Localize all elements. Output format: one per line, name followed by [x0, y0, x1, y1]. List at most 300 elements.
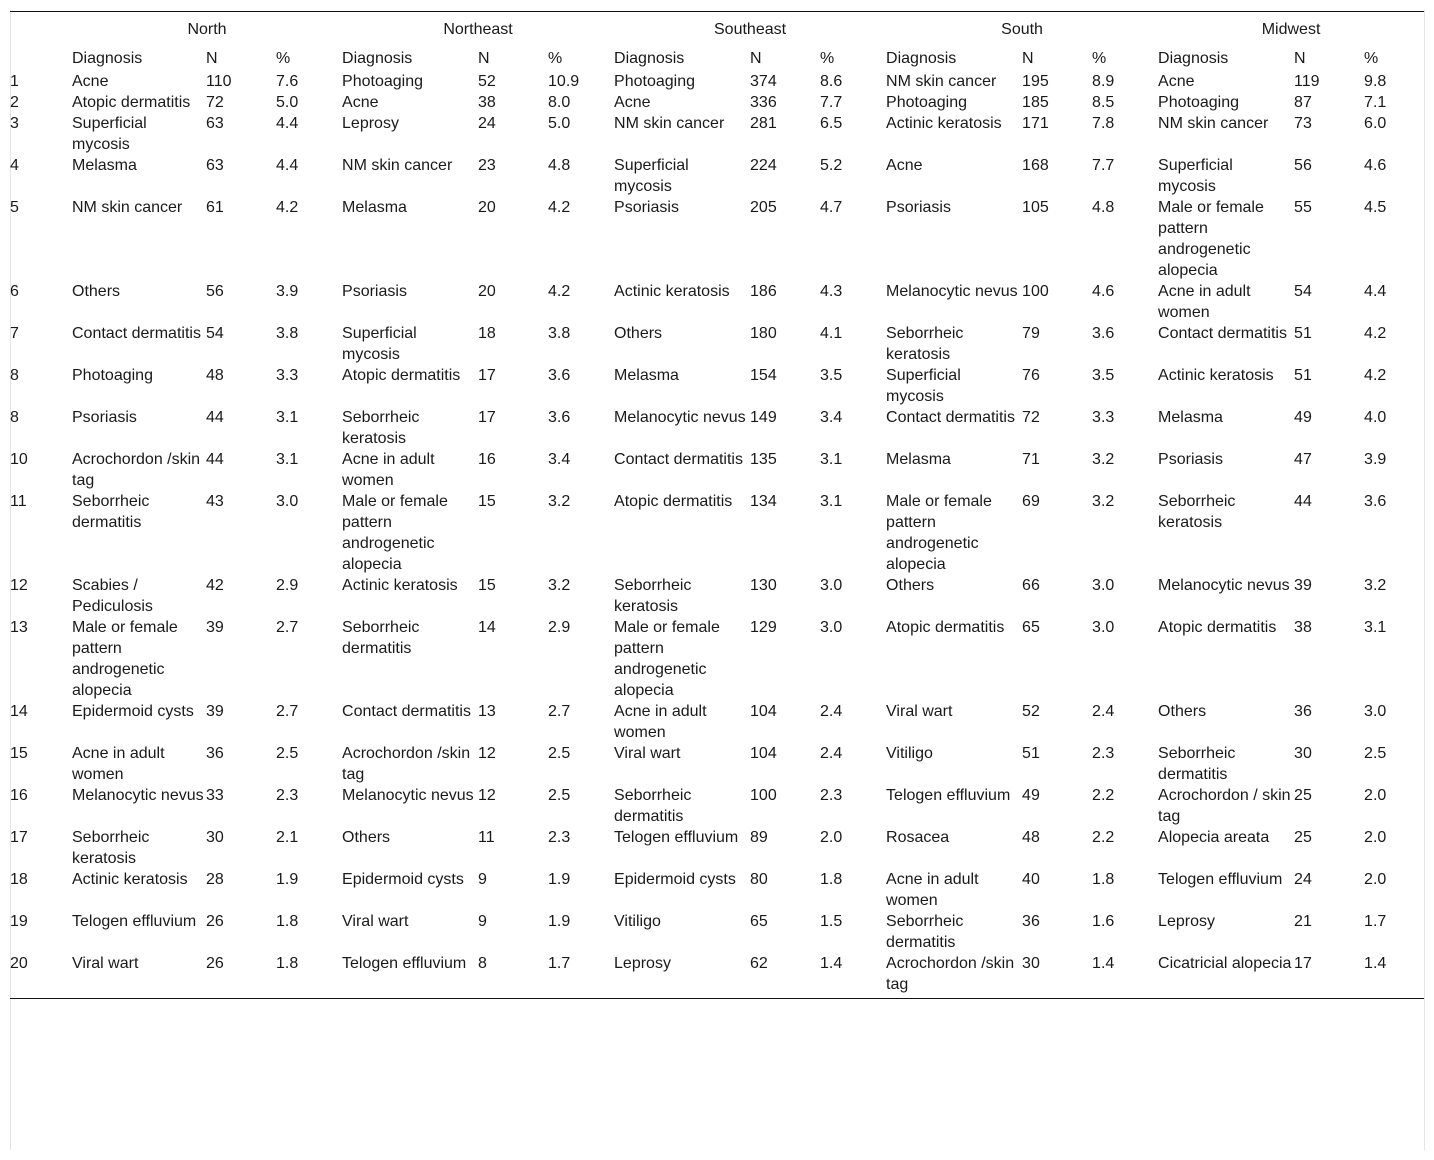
northeast-diagnosis-cell: Acrochordon /skin tag — [342, 745, 471, 783]
table-row — [10, 323, 1424, 365]
south-n-cell: 105 — [1022, 199, 1049, 216]
south-diagnosis-cell: Melanocytic nevus — [886, 283, 1018, 300]
midwest-n-cell: 49 — [1294, 409, 1312, 426]
south-n-cell: 69 — [1022, 493, 1040, 510]
southeast-diagnosis-cell: Acne — [614, 94, 651, 111]
south-n-header: N — [1022, 49, 1034, 67]
north-diagnosis-cell: Seborrheic dermatitis — [72, 493, 150, 531]
northeast-diagnosis-cell: Superficial mycosis — [342, 325, 417, 363]
south-pct-cell: 1.4 — [1092, 955, 1115, 972]
southeast-n-cell: 104 — [750, 703, 777, 720]
northeast-diagnosis-cell: Actinic keratosis — [342, 577, 458, 594]
midwest-n-cell: 51 — [1294, 325, 1312, 342]
table-row — [10, 407, 1424, 449]
north-pct-cell: 2.3 — [276, 787, 299, 804]
southeast-pct-cell: 3.1 — [820, 493, 843, 510]
southeast-n-cell: 154 — [750, 367, 777, 384]
south-diagnosis-cell: Vitiligo — [886, 745, 933, 762]
south-n-cell: 65 — [1022, 619, 1040, 636]
table-row — [10, 155, 1424, 197]
south-pct-cell: 8.9 — [1092, 73, 1115, 90]
south-diagnosis-cell: Seborrheic dermatitis — [886, 913, 964, 951]
southeast-n-cell: 62 — [750, 955, 768, 972]
midwest-pct-cell: 6.0 — [1364, 115, 1387, 132]
southeast-diagnosis-cell: Superficial mycosis — [614, 157, 689, 195]
southeast-n-cell: 134 — [750, 493, 777, 510]
south-pct-cell: 2.2 — [1092, 829, 1115, 846]
southeast-n-cell: 374 — [750, 73, 777, 90]
southeast-n-cell: 336 — [750, 94, 777, 111]
midwest-pct-header: % — [1364, 49, 1379, 67]
northeast-pct-cell: 4.2 — [548, 283, 571, 300]
northeast-n-cell: 24 — [478, 115, 496, 132]
south-pct-cell: 3.2 — [1092, 451, 1115, 468]
northeast-diagnosis-cell: Male or female pattern androgenetic alopecia — [342, 493, 448, 573]
midwest-pct-cell: 3.9 — [1364, 451, 1387, 468]
northeast-pct-cell: 10.9 — [548, 73, 580, 90]
south-diagnosis-cell: NM skin cancer — [886, 73, 997, 90]
midwest-diagnosis-cell: Alopecia areata — [1158, 829, 1270, 846]
southeast-n-header: N — [750, 49, 762, 67]
midwest-diagnosis-cell: Telogen effluvium — [1158, 871, 1283, 888]
southeast-pct-cell: 4.1 — [820, 325, 843, 342]
north-diagnosis-cell: Contact dermatitis — [72, 325, 201, 342]
north-diagnosis-cell: Seborrheic keratosis — [72, 829, 150, 867]
south-pct-header: % — [1092, 49, 1107, 67]
midwest-pct-cell: 4.2 — [1364, 367, 1387, 384]
northeast-pct-cell: 2.3 — [548, 829, 571, 846]
north-n-cell: 44 — [206, 409, 224, 426]
table-row — [10, 869, 1424, 911]
north-pct-cell: 3.8 — [276, 325, 299, 342]
south-n-cell: 185 — [1022, 94, 1049, 111]
midwest-diagnosis-cell: Seborrheic keratosis — [1158, 493, 1236, 531]
northeast-pct-cell: 3.2 — [548, 493, 571, 510]
northeast-pct-cell: 2.7 — [548, 703, 571, 720]
northeast-pct-header: % — [548, 49, 563, 67]
rank-cell: 12 — [10, 577, 28, 594]
midwest-diagnosis-header: Diagnosis — [1158, 49, 1229, 67]
table-row — [10, 827, 1424, 869]
northeast-diagnosis-header: Diagnosis — [342, 49, 413, 67]
north-n-cell: 39 — [206, 619, 224, 636]
table-row — [10, 785, 1424, 827]
south-pct-cell: 3.5 — [1092, 367, 1115, 384]
southeast-diagnosis-cell: Leprosy — [614, 955, 671, 972]
table-row — [10, 92, 1424, 113]
north-diagnosis-cell: Acrochordon /skin tag — [72, 451, 201, 489]
northeast-pct-cell: 2.5 — [548, 745, 571, 762]
rank-subheader — [10, 45, 72, 71]
south-pct-cell: 1.6 — [1092, 913, 1115, 930]
northeast-n-cell: 9 — [478, 913, 487, 930]
north-pct-cell: 1.8 — [276, 955, 299, 972]
northeast-pct-cell: 2.5 — [548, 787, 571, 804]
table-row — [10, 365, 1424, 407]
southeast-pct-cell: 5.2 — [820, 157, 843, 174]
north-pct-cell: 2.1 — [276, 829, 299, 846]
midwest-pct-cell: 1.4 — [1364, 955, 1387, 972]
midwest-n-cell: 119 — [1294, 73, 1320, 90]
northeast-pct-cell: 1.9 — [548, 913, 571, 930]
midwest-n-cell: 56 — [1294, 157, 1312, 174]
south-n-cell: 40 — [1022, 871, 1040, 888]
north-pct-cell: 4.4 — [276, 115, 299, 132]
midwest-pct-cell: 4.0 — [1364, 409, 1387, 426]
southeast-diagnosis-cell: NM skin cancer — [614, 115, 725, 132]
northeast-pct-cell: 1.7 — [548, 955, 571, 972]
north-pct-cell: 2.5 — [276, 745, 299, 762]
north-diagnosis-header: Diagnosis — [72, 49, 143, 67]
table-row — [10, 575, 1424, 617]
northeast-n-cell: 38 — [478, 94, 496, 111]
southeast-pct-cell: 7.7 — [820, 94, 843, 111]
midwest-diagnosis-cell: NM skin cancer — [1158, 115, 1269, 132]
midwest-pct-cell: 4.5 — [1364, 199, 1387, 216]
northeast-diagnosis-cell: Seborrheic keratosis — [342, 409, 420, 447]
midwest-diagnosis-cell: Contact dermatitis — [1158, 325, 1287, 342]
south-n-cell: 79 — [1022, 325, 1040, 342]
northeast-n-cell: 18 — [478, 325, 496, 342]
midwest-pct-cell: 3.2 — [1364, 577, 1387, 594]
south-diagnosis-cell: Telogen effluvium — [886, 787, 1011, 804]
midwest-diagnosis-cell: Photoaging — [1158, 94, 1240, 111]
northeast-diagnosis-cell: Viral wart — [342, 913, 409, 930]
midwest-diagnosis-cell: Acne — [1158, 73, 1195, 90]
southeast-n-cell: 65 — [750, 913, 768, 930]
southeast-pct-cell: 8.6 — [820, 73, 843, 90]
north-pct-cell: 4.4 — [276, 157, 299, 174]
southeast-pct-cell: 3.0 — [820, 619, 843, 636]
north-pct-cell: 3.9 — [276, 283, 299, 300]
southeast-diagnosis-cell: Acne in adult women — [614, 703, 707, 741]
midwest-diagnosis-cell: Seborrheic dermatitis — [1158, 745, 1236, 783]
northeast-n-cell: 12 — [478, 787, 496, 804]
rank-cell: 20 — [10, 955, 28, 972]
midwest-pct-cell: 3.6 — [1364, 493, 1387, 510]
north-n-header: N — [206, 49, 218, 67]
northeast-n-cell: 8 — [478, 955, 487, 972]
southeast-diagnosis-cell: Contact dermatitis — [614, 451, 743, 468]
northeast-n-cell: 23 — [478, 157, 496, 174]
southeast-diagnosis-cell: Viral wart — [614, 745, 681, 762]
northeast-n-cell: 17 — [478, 367, 496, 384]
table-row — [10, 449, 1424, 491]
south-pct-cell: 7.8 — [1092, 115, 1115, 132]
north-diagnosis-cell: Acne in adult women — [72, 745, 165, 783]
south-pct-cell: 2.2 — [1092, 787, 1115, 804]
northeast-diagnosis-cell: Melanocytic nevus — [342, 787, 474, 804]
northeast-diagnosis-cell: Seborrheic dermatitis — [342, 619, 420, 657]
north-n-cell: 44 — [206, 451, 224, 468]
midwest-pct-cell: 3.0 — [1364, 703, 1387, 720]
rank-cell: 18 — [10, 871, 28, 888]
south-n-cell: 30 — [1022, 955, 1040, 972]
northeast-pct-cell: 3.6 — [548, 367, 571, 384]
southeast-pct-cell: 6.5 — [820, 115, 843, 132]
rank-cell: 6 — [10, 283, 19, 300]
north-pct-cell: 4.2 — [276, 199, 299, 216]
south-diagnosis-cell: Contact dermatitis — [886, 409, 1015, 426]
southeast-diagnosis-cell: Melasma — [614, 367, 679, 384]
northeast-diagnosis-cell: Others — [342, 829, 391, 846]
north-diagnosis-cell: Superficial mycosis — [72, 115, 147, 153]
south-diagnosis-cell: Superficial mycosis — [886, 367, 961, 405]
rank-cell: 7 — [10, 325, 19, 342]
northeast-pct-cell: 2.9 — [548, 619, 571, 636]
north-diagnosis-cell: Telogen effluvium — [72, 913, 197, 930]
south-pct-cell: 2.4 — [1092, 703, 1115, 720]
northeast-n-cell: 11 — [478, 829, 495, 846]
northeast-pct-cell: 5.0 — [548, 115, 571, 132]
south-diagnosis-cell: Male or female pattern androgenetic alopecia — [886, 493, 992, 573]
northeast-diagnosis-cell: Psoriasis — [342, 283, 407, 300]
north-pct-cell: 1.9 — [276, 871, 299, 888]
rank-cell: 17 — [10, 829, 28, 846]
north-diagnosis-cell: Melasma — [72, 157, 137, 174]
north-pct-cell: 1.8 — [276, 913, 299, 930]
table-row — [10, 617, 1424, 701]
southeast-diagnosis-cell: Epidermoid cysts — [614, 871, 736, 888]
midwest-n-cell: 36 — [1294, 703, 1312, 720]
north-n-cell: 63 — [206, 157, 224, 174]
south-diagnosis-cell: Acne — [886, 157, 923, 174]
north-n-cell: 28 — [206, 871, 224, 888]
northeast-n-header: N — [478, 49, 490, 67]
region-header-midwest: Midwest — [1261, 21, 1321, 38]
north-n-cell: 26 — [206, 913, 224, 930]
midwest-diagnosis-cell: Others — [1158, 703, 1207, 720]
midwest-diagnosis-cell: Acrochordon / skin tag — [1158, 787, 1291, 825]
table-row — [10, 281, 1424, 323]
midwest-diagnosis-cell: Melanocytic nevus — [1158, 577, 1290, 594]
midwest-pct-cell: 1.7 — [1364, 913, 1387, 930]
south-diagnosis-cell: Psoriasis — [886, 199, 951, 216]
south-pct-cell: 3.0 — [1092, 619, 1115, 636]
north-n-cell: 56 — [206, 283, 224, 300]
midwest-pct-cell: 4.4 — [1364, 283, 1387, 300]
north-pct-cell: 5.0 — [276, 94, 299, 111]
midwest-diagnosis-cell: Melasma — [1158, 409, 1223, 426]
southeast-diagnosis-cell: Male or female pattern androgenetic alopecia — [614, 619, 720, 699]
rank-cell: 4 — [10, 157, 19, 174]
midwest-n-cell: 39 — [1294, 577, 1312, 594]
rank-cell: 15 — [10, 745, 28, 762]
southeast-diagnosis-cell: Seborrheic keratosis — [614, 577, 692, 615]
south-pct-cell: 1.8 — [1092, 871, 1115, 888]
southeast-pct-cell: 1.8 — [820, 871, 843, 888]
southeast-diagnosis-cell: Others — [614, 325, 663, 342]
southeast-diagnosis-cell: Atopic dermatitis — [614, 493, 733, 510]
region-header-north: North — [187, 21, 227, 38]
south-n-cell: 100 — [1022, 283, 1049, 300]
southeast-pct-cell: 2.3 — [820, 787, 843, 804]
northeast-n-cell: 13 — [478, 703, 496, 720]
southeast-pct-cell: 3.4 — [820, 409, 843, 426]
south-pct-cell: 3.6 — [1092, 325, 1115, 342]
northeast-pct-cell: 3.8 — [548, 325, 571, 342]
north-n-cell: 63 — [206, 115, 224, 132]
southeast-diagnosis-cell: Melanocytic nevus — [614, 409, 746, 426]
southeast-pct-cell: 1.5 — [820, 913, 843, 930]
southeast-n-cell: 89 — [750, 829, 768, 846]
midwest-n-cell: 25 — [1294, 787, 1312, 804]
midwest-n-cell: 51 — [1294, 367, 1312, 384]
southeast-diagnosis-cell: Actinic keratosis — [614, 283, 730, 300]
south-n-cell: 36 — [1022, 913, 1040, 930]
column-header-row — [10, 45, 1424, 71]
northeast-diagnosis-cell: Acne — [342, 94, 379, 111]
southeast-n-cell: 180 — [750, 325, 777, 342]
midwest-pct-cell: 7.1 — [1364, 94, 1387, 111]
south-diagnosis-cell: Acrochordon /skin tag — [886, 955, 1015, 993]
midwest-diagnosis-cell: Cicatricial alopecia — [1158, 955, 1292, 972]
northeast-n-cell: 15 — [478, 577, 496, 594]
south-n-cell: 72 — [1022, 409, 1040, 426]
northeast-pct-cell: 3.6 — [548, 409, 571, 426]
south-diagnosis-cell: Photoaging — [886, 94, 968, 111]
northeast-diagnosis-cell: Melasma — [342, 199, 407, 216]
midwest-n-cell: 30 — [1294, 745, 1312, 762]
midwest-diagnosis-cell: Atopic dermatitis — [1158, 619, 1277, 636]
table-row — [10, 953, 1424, 999]
northeast-diagnosis-cell: Epidermoid cysts — [342, 871, 464, 888]
northeast-diagnosis-cell: Photoaging — [342, 73, 423, 90]
table-row — [10, 701, 1424, 743]
north-diagnosis-cell: Photoaging — [72, 367, 153, 384]
northeast-n-cell: 20 — [478, 283, 496, 300]
northeast-n-cell: 9 — [478, 871, 487, 888]
north-pct-cell: 3.0 — [276, 493, 299, 510]
midwest-pct-cell: 2.0 — [1364, 787, 1387, 804]
south-diagnosis-cell: Rosacea — [886, 829, 950, 846]
north-n-cell: 30 — [206, 829, 224, 846]
south-n-cell: 48 — [1022, 829, 1040, 846]
table-row — [10, 113, 1424, 155]
north-diagnosis-cell: Epidermoid cysts — [72, 703, 194, 720]
southeast-n-cell: 149 — [750, 409, 777, 426]
table-row — [10, 71, 1424, 92]
south-diagnosis-cell: Viral wart — [886, 703, 953, 720]
south-pct-cell: 8.5 — [1092, 94, 1115, 111]
midwest-pct-cell: 2.5 — [1364, 745, 1387, 762]
midwest-n-cell: 44 — [1294, 493, 1312, 510]
south-pct-cell: 4.8 — [1092, 199, 1115, 216]
northeast-n-cell: 20 — [478, 199, 496, 216]
south-n-cell: 76 — [1022, 367, 1040, 384]
table-row — [10, 491, 1424, 575]
south-n-cell: 51 — [1022, 745, 1040, 762]
midwest-n-cell: 38 — [1294, 619, 1312, 636]
midwest-pct-cell: 2.0 — [1364, 829, 1387, 846]
midwest-n-cell: 24 — [1294, 871, 1312, 888]
region-header-northeast: Northeast — [443, 21, 513, 38]
north-n-cell: 26 — [206, 955, 224, 972]
southeast-diagnosis-cell: Seborrheic dermatitis — [614, 787, 692, 825]
midwest-pct-cell: 4.2 — [1364, 325, 1387, 342]
south-n-cell: 49 — [1022, 787, 1040, 804]
north-diagnosis-cell: Atopic dermatitis — [72, 94, 191, 111]
south-diagnosis-header: Diagnosis — [886, 49, 957, 67]
rank-cell: 5 — [10, 199, 19, 216]
northeast-n-cell: 52 — [478, 73, 496, 90]
northeast-pct-cell: 4.2 — [548, 199, 571, 216]
north-n-cell: 36 — [206, 745, 224, 762]
northeast-diagnosis-cell: Atopic dermatitis — [342, 367, 461, 384]
north-diagnosis-cell: Melanocytic nevus — [72, 787, 204, 804]
northeast-n-cell: 17 — [478, 409, 496, 426]
rank-cell: 2 — [10, 94, 19, 111]
midwest-n-cell: 73 — [1294, 115, 1312, 132]
north-pct-cell: 2.7 — [276, 703, 299, 720]
southeast-diagnosis-header: Diagnosis — [614, 49, 685, 67]
table-row — [10, 743, 1424, 785]
midwest-n-cell: 17 — [1294, 955, 1312, 972]
region-header-row — [10, 12, 1424, 46]
north-pct-cell: 7.6 — [276, 73, 299, 90]
southeast-pct-cell: 2.4 — [820, 703, 843, 720]
north-n-cell: 42 — [206, 577, 224, 594]
northeast-pct-cell: 1.9 — [548, 871, 571, 888]
north-diagnosis-cell: NM skin cancer — [72, 199, 183, 216]
southeast-pct-cell: 4.7 — [820, 199, 843, 216]
south-diagnosis-cell: Atopic dermatitis — [886, 619, 1005, 636]
diagnosis-table — [10, 11, 1424, 999]
midwest-diagnosis-cell: Psoriasis — [1158, 451, 1223, 468]
southeast-n-cell: 129 — [750, 619, 777, 636]
northeast-diagnosis-cell: Contact dermatitis — [342, 703, 471, 720]
north-n-cell: 110 — [206, 73, 232, 90]
southeast-n-cell: 135 — [750, 451, 777, 468]
midwest-diagnosis-cell: Superficial mycosis — [1158, 157, 1233, 195]
table-body — [10, 71, 1424, 999]
southeast-pct-cell: 4.3 — [820, 283, 843, 300]
southeast-n-cell: 104 — [750, 745, 777, 762]
southeast-n-cell: 205 — [750, 199, 777, 216]
northeast-n-cell: 12 — [478, 745, 496, 762]
northeast-pct-cell: 3.4 — [548, 451, 571, 468]
midwest-n-cell: 25 — [1294, 829, 1312, 846]
rank-cell: 11 — [10, 493, 27, 510]
rank-cell: 10 — [10, 451, 28, 468]
north-n-cell: 48 — [206, 367, 224, 384]
north-n-cell: 54 — [206, 325, 224, 342]
south-n-cell: 195 — [1022, 73, 1049, 90]
north-diagnosis-cell: Psoriasis — [72, 409, 137, 426]
north-diagnosis-cell: Acne — [72, 73, 109, 90]
midwest-n-cell: 87 — [1294, 94, 1312, 111]
midwest-n-cell: 21 — [1294, 913, 1312, 930]
south-n-cell: 52 — [1022, 703, 1040, 720]
north-n-cell: 33 — [206, 787, 224, 804]
midwest-pct-cell: 2.0 — [1364, 871, 1387, 888]
southeast-n-cell: 281 — [750, 115, 777, 132]
rank-cell: 1 — [10, 73, 19, 90]
southeast-pct-header: % — [820, 49, 835, 67]
rank-header — [10, 12, 72, 46]
south-pct-cell: 4.6 — [1092, 283, 1115, 300]
southeast-pct-cell: 3.1 — [820, 451, 843, 468]
southeast-diagnosis-cell: Photoaging — [614, 73, 695, 90]
south-n-cell: 168 — [1022, 157, 1049, 174]
region-header-southeast: Southeast — [714, 21, 787, 38]
southeast-n-cell: 80 — [750, 871, 768, 888]
southeast-pct-cell: 3.0 — [820, 577, 843, 594]
northeast-pct-cell: 3.2 — [548, 577, 571, 594]
north-diagnosis-cell: Others — [72, 283, 121, 300]
south-pct-cell: 2.3 — [1092, 745, 1115, 762]
midwest-diagnosis-cell: Male or female pattern androgenetic alopecia — [1158, 199, 1264, 279]
